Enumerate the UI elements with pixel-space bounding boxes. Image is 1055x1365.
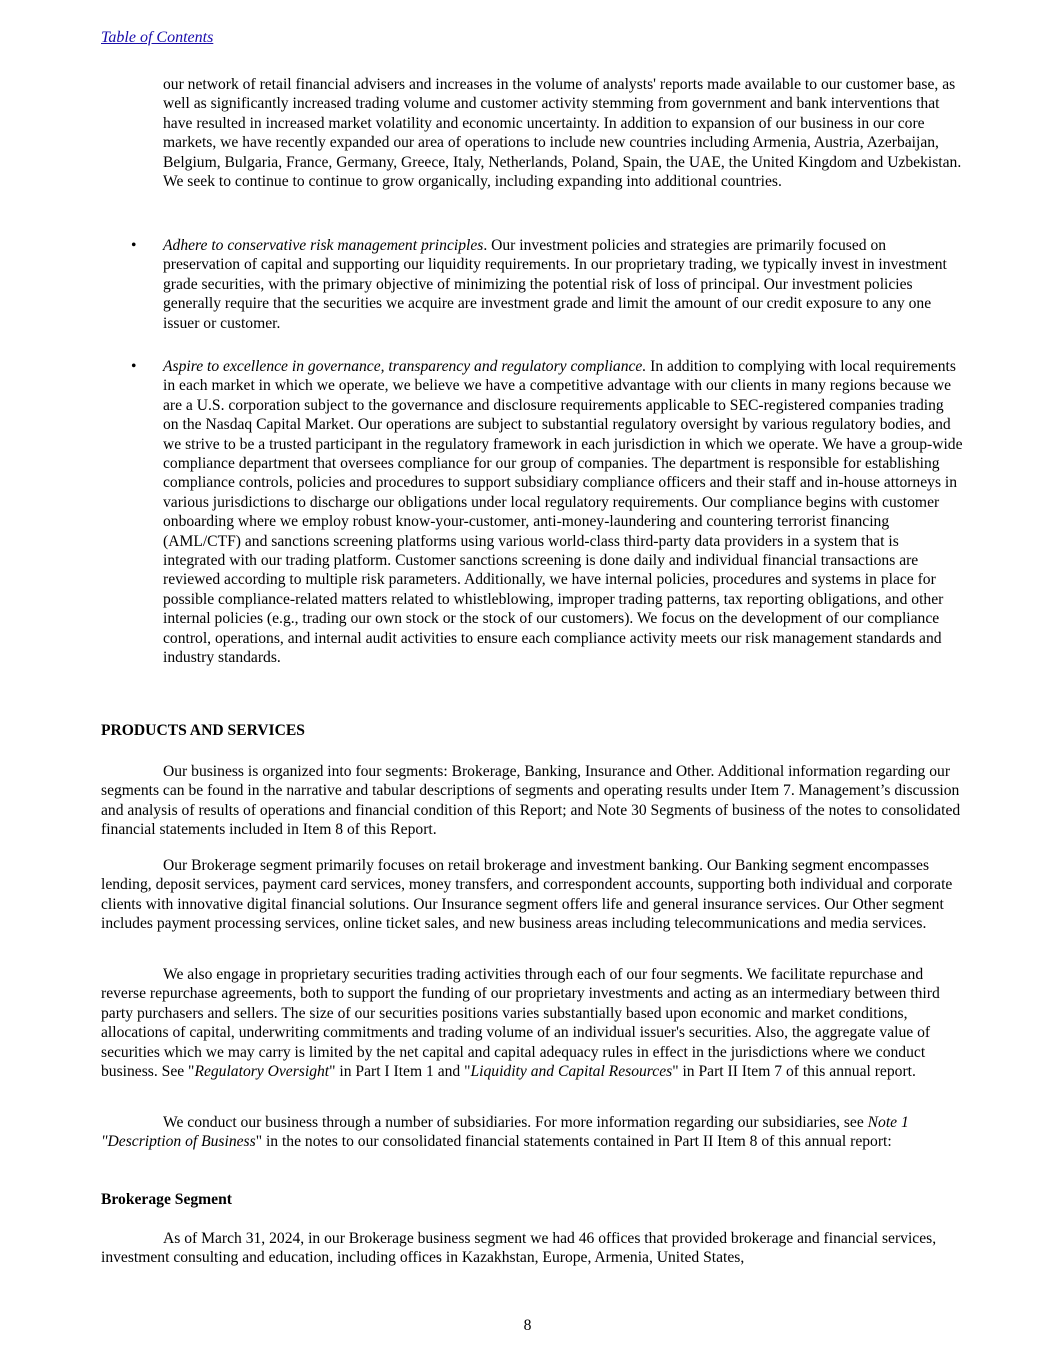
bullet-body: In addition to complying with local requirements in each market in which we operate, we believe we have a competitive advantage with our clients in many regions because we are a U.S. corporation subject to the governance and disclosure requirements applicable to SEC-registered companies trading on the Nasdaq Capital Market. Our operations are subject to substantial regulatory oversight by various regulatory bodies, and we strive to be a trusted participant in the regulatory framework in each jurisdiction in which we operate. We have a group-wide compliance department that oversees compliance for our group of companies. The department is responsible for establishing compliance controls, policies and procedures to support subsidiary compliance officers and their staff and in-house attorneys in various jurisdictions to discharge our obligations under local regulatory requirements. Our compliance begins with customer onboarding where we employ robust know-your-customer, anti-money-laundering and countering terrorist financing (AML/CTF) and sanctions screening platforms using various world-class third-party data providers in a system that is integrated with our trading platform. Customer sanctions screening is done daily and individual financial transactions are reviewed according to multiple risk parameters. Additionally, we have internal policies, procedures and systems in place for possible compliance-related matters related to whistleblowing, improper trading patterns, tax reporting obligations, and other internal policies (e.g., trading our own stock or the stock of our customers). We focus on the development of our compliance control, operations, and internal audit activities to ensure each compliance activity meets our risk management standards and industry standards. xyxy=(163,358,963,667)
products-paragraph-segment-descriptions: Our Brokerage segment primarily focuses on retail brokerage and investment banking. Our Banking segment encompasses lending, deposit services, payment card services, money transfers, and correspondent accounts, supporting both individual and corporate clients with innovative digital financial solutions. Our Insurance segment offers life and general insurance services. Our Other segment includes payment processing services, online ticket sales, and new business areas including telecommunications and media services. xyxy=(101,857,953,933)
bullet-marker: • xyxy=(131,358,137,375)
bullet-text: Adhere to conservative risk management principles. Our investment policies and strategies are primarily focused on preservation of capital and supporting our liquidity requirements. In our proprietary trading, we typically invest in investment grade securities, with the primary objective of minimizing the potential risk of loss of principal. Our investment policies generally require that the securities we acquire are investment grade and limit the amount of our credit exposure to any one issuer or customer. xyxy=(163,237,947,332)
regulatory-oversight-reference: Regulatory Oversight xyxy=(194,1063,330,1081)
bullet-body: Our investment policies and strategies are primarily focused on preservation of capital and supporting our liquidity requirements. In our proprietary trading, we typically invest in investment grade securities, with the primary objective of minimizing the potential risk of loss of principal. Our investment policies generally require that the securities we acquire are investment grade and limit the amount of our credit exposure to any one issuer or customer. xyxy=(163,237,947,332)
page-number: 8 xyxy=(523,1317,532,1334)
products-paragraph-segments: Our business is organized into four segments: Brokerage, Banking, Insurance and Other. Additional information regarding our segments can be found in the narrative and tabular descriptions of segments and operating results under Item 7. Management’s discussion and analysis of results of operations and financial condition of this Report; and Note 30 Segments of business of the notes to consolidated financial statements included in Item 8 of this Report. xyxy=(101,763,961,839)
bullet-title: Adhere to conservative risk management principles xyxy=(163,237,484,254)
products-paragraph-proprietary-trading: We also engage in proprietary securities trading activities through each of our four segments. We facilitate repurchase and reverse repurchase agreements, both to support the funding of our proprietary investments and acting as an intermediary between third party purchasers and sellers. The size of our securities positions varies substantially based upon economic and market conditions, allocations of capital, underwriting commitments and trading volume of an individual issuer's securities. Also, the aggregate value of securities which we may carry is limited by the net capital and capital adequacy rules in effect in the jurisdictions where we conduct business. See "Regulatory Oversight" in Part I Item 1 and "Liquidity and Capital Resources" in Part II Item 7 of this annual report. xyxy=(101,966,940,1081)
bullet-text xyxy=(163,357,963,668)
brokerage-paragraph-offices: As of March 31, 2024, in our Brokerage business segment we had 46 offices that provided brokerage and financial services, investment consulting and education, including offices in Kazakhstan, Europe, Armenia, United States, xyxy=(101,1230,937,1267)
table-of-contents-link[interactable]: Table of Contents xyxy=(101,29,214,46)
note-1-reference: Note 1 "Description of Business xyxy=(101,1114,909,1151)
liquidity-capital-reference: Liquidity and Capital Resources xyxy=(470,1063,673,1081)
intro-continuation-paragraph xyxy=(163,75,963,191)
bullet-title: Aspire to excellence in governance, transparency and regulatory compliance. xyxy=(163,358,647,375)
intro-continuation-text: our network of retail financial advisers and increases in the volume of analysts' reports made available to our customer base, as well as significantly increased trading volume and customer activity stemming from government and bank interventions that have resulted in increased market volatility and economic uncertainty. In addition to expansion of our business in our core markets, we have recently expanded our area of operations to include new countries including Armenia, Austria, Azerbaijan, Belgium, Bulgaria, France, Germany, Greece, Italy, Netherlands, Poland, Spain, the UAE, the United Kingdom and Uzbekistan. We seek to continue to continue to grow organically, including expanding into additional countries. xyxy=(163,76,962,191)
bullet-marker: • xyxy=(131,237,137,254)
section-heading-products-services: PRODUCTS AND SERVICES xyxy=(101,722,305,739)
section-heading-brokerage-segment: Brokerage Segment xyxy=(101,1191,232,1208)
products-paragraph-subsidiaries: We conduct our business through a number of subsidiaries. For more information regarding our subsidiaries, see Note 1 "Description of Business" in the notes to our consolidated financial statements contained in Part II Item 8 of this annual report: xyxy=(101,1114,909,1151)
